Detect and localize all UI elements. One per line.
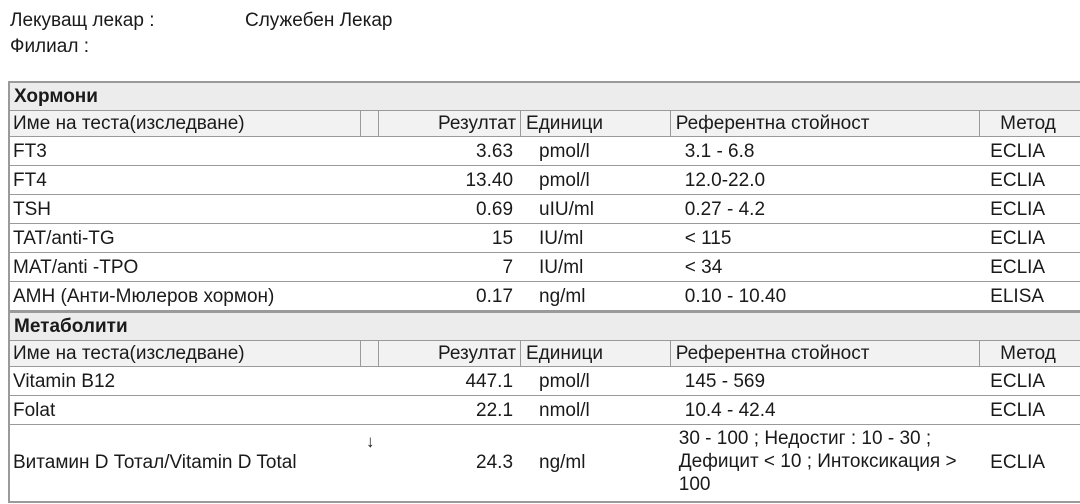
test-result: 0.17 [476, 286, 514, 307]
test-name: Витамин D Тотал/Vitamin D Total [13, 452, 297, 473]
test-reference: < 115 [684, 228, 732, 249]
flag-cell [361, 425, 379, 501]
test-method: ECLIA [990, 400, 1046, 421]
flag-cell [361, 224, 379, 252]
col-header-units: Единици [521, 111, 671, 136]
flag-cell [361, 396, 379, 424]
table-row [10, 367, 1080, 396]
test-reference: 30 - 100 ; Недостиг : 10 - 30 ; Дефицит < 10 ; Интоксикация > 100 [678, 428, 957, 495]
test-units: ng/ml [539, 286, 586, 307]
col-header-method: Метод [1000, 343, 1056, 364]
test-method: ECLIA [990, 141, 1046, 162]
col-header-name: Име на теста(изследване) [10, 111, 361, 136]
test-units: IU/ml [539, 257, 584, 278]
test-units: pmol/l [539, 170, 590, 191]
lab-results-table [8, 81, 1080, 503]
col-header-name: Име на теста(изследване) [10, 341, 361, 366]
doctor-value: Служебен Лекар [245, 10, 393, 31]
flag-cell [361, 367, 379, 395]
arrow-down-icon: ↓ [366, 432, 375, 451]
test-method: ECLIA [990, 371, 1046, 392]
test-units: ng/ml [539, 452, 586, 473]
test-result: 15 [491, 228, 514, 249]
report-header [10, 8, 393, 60]
test-name: MAT/anti -TPO [13, 257, 139, 278]
test-name: Vitamin B12 [13, 371, 116, 392]
col-header-method: Метод [1000, 113, 1056, 134]
column-header-row [10, 111, 1080, 137]
section-title-metabolites: Метаболити [10, 311, 1080, 341]
test-name: AMH (Анти-Мюлеров хормон) [13, 286, 275, 307]
test-method: ECLIA [990, 228, 1046, 249]
test-method: ECLIA [990, 452, 1046, 473]
test-name: Folat [13, 400, 56, 421]
branch-row [10, 34, 393, 60]
test-name: TAT/anti-TG [13, 228, 115, 249]
column-header-row [10, 341, 1080, 367]
table-row [10, 396, 1080, 425]
doctor-label: Лекуващ лекар : [10, 10, 155, 31]
table-row [10, 137, 1080, 166]
test-units: IU/ml [539, 228, 584, 249]
test-reference: 3.1 - 6.8 [684, 141, 755, 162]
flag-cell [361, 195, 379, 223]
test-units: uIU/ml [539, 199, 594, 220]
test-units: nmol/l [539, 400, 590, 421]
flag-cell [361, 166, 379, 194]
test-units: pmol/l [539, 371, 590, 392]
col-header-reference: Референтна стойност [671, 341, 980, 366]
test-method: ECLIA [990, 170, 1046, 191]
col-header-reference: Референтна стойност [671, 111, 980, 136]
table-row [10, 166, 1080, 195]
col-header-units: Единици [521, 341, 671, 366]
test-result: 7 [502, 257, 514, 278]
test-method: ELISA [990, 286, 1045, 307]
test-reference: 145 - 569 [684, 371, 766, 392]
test-name: FT3 [13, 141, 47, 162]
doctor-row [10, 8, 393, 34]
test-result: 24.3 [476, 452, 514, 473]
test-result: 3.63 [476, 141, 514, 162]
test-reference: 0.10 - 10.40 [684, 286, 787, 307]
test-method: ECLIA [990, 257, 1046, 278]
test-result: 22.1 [476, 400, 514, 421]
col-header-result: Резултат [379, 341, 521, 366]
test-reference: 0.27 - 4.2 [684, 199, 766, 220]
flag-cell [361, 253, 379, 281]
test-units: pmol/l [539, 141, 590, 162]
branch-label: Филиал : [10, 36, 89, 57]
table-row [10, 425, 1080, 501]
test-reference: < 34 [684, 257, 723, 278]
test-method: ECLIA [990, 199, 1046, 220]
col-header-result: Резултат [379, 111, 521, 136]
table-row [10, 224, 1080, 253]
test-reference: 12.0-22.0 [684, 170, 766, 191]
table-row [10, 195, 1080, 224]
test-result: 447.1 [465, 371, 514, 392]
flag-cell [361, 137, 379, 165]
test-name: TSH [13, 199, 51, 220]
section-title-hormones: Хормони [10, 83, 1080, 111]
test-name: FT4 [13, 170, 47, 191]
col-header-flag [361, 111, 379, 136]
test-result: 13.40 [465, 170, 514, 191]
table-row [10, 282, 1080, 311]
flag-cell [361, 282, 379, 310]
test-reference: 10.4 - 42.4 [684, 400, 776, 421]
table-row [10, 253, 1080, 282]
col-header-flag [361, 341, 379, 366]
test-result: 0.69 [476, 199, 514, 220]
